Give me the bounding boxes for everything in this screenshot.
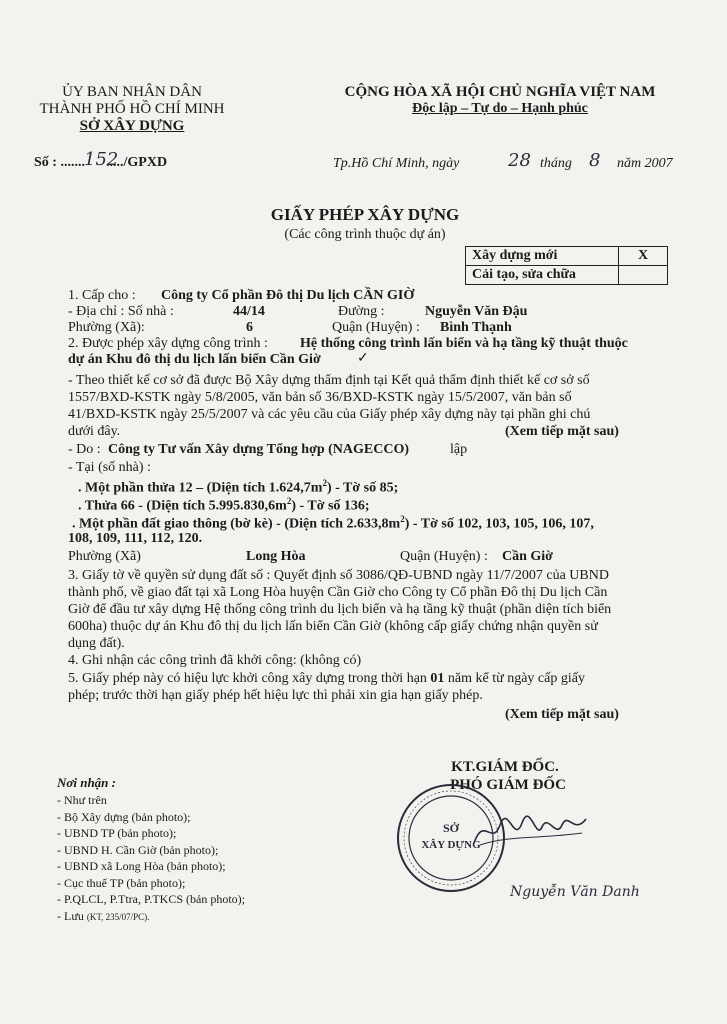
recipients-heading: Nơi nhận : bbox=[57, 775, 116, 790]
issue-month: 8 bbox=[589, 150, 601, 171]
location-label: - Tại (số nhà) : bbox=[68, 460, 151, 475]
validity-line2: phép; trước thời hạn giấy phép hết hiệu lực thì phải xin gia hạn giấy phép. bbox=[68, 688, 483, 703]
address-number: 44/14 bbox=[233, 304, 265, 319]
recipients-list bbox=[57, 792, 245, 925]
validity-years: 01 bbox=[430, 671, 445, 686]
row-renovation bbox=[466, 266, 668, 285]
national-title: CỘNG HÒA XÃ HỘI CHỦ NGHĨA VIỆT NAM bbox=[344, 84, 656, 100]
plot-2-sup: 2 bbox=[286, 496, 292, 506]
grantee-label: 1. Cấp cho : bbox=[68, 288, 136, 303]
see-back-note-2: (Xem tiếp mặt sau) bbox=[505, 707, 619, 722]
document-subtitle: (Các công trình thuộc dự án) bbox=[284, 227, 446, 242]
signer-name: Nguyễn Văn Danh bbox=[510, 884, 640, 900]
recipient-item: - Bộ Xây dựng (bản photo); bbox=[57, 809, 191, 824]
plot-1-text: . Một phần thửa 12 – (Diện tích 1.624,7m bbox=[78, 480, 323, 496]
project-value-line2: dự án Khu đô thị du lịch lấn biển Cần Giờ bbox=[68, 352, 321, 367]
district-label: Quận (Huyện) : bbox=[332, 320, 420, 335]
header-right bbox=[300, 84, 700, 117]
issue-day: 28 bbox=[508, 150, 531, 171]
validity-text-a: 5. Giấy phép này có hiệu lực khởi công xây dựng trong thời hạn bbox=[68, 671, 427, 686]
archive-note: (KT, 235/07/PC). bbox=[86, 911, 150, 922]
plot-3-text: . Một phần đất giao thông (bờ kè) - (Diện tích 2.633,8m bbox=[72, 516, 401, 532]
number-prefix: Số : ....... bbox=[34, 155, 85, 170]
street-value: Nguyễn Văn Đậu bbox=[425, 304, 528, 319]
plot-1-sheet: ) - Tờ số 85; bbox=[326, 480, 399, 496]
recipient-item: - UBND TP (bản photo); bbox=[57, 826, 177, 840]
signature-scribble bbox=[470, 805, 590, 855]
validity-line1 bbox=[68, 671, 585, 687]
new-construction-mark: X bbox=[619, 247, 668, 266]
row-new-construction bbox=[466, 247, 668, 266]
basis-line4: dưới đây. bbox=[68, 424, 121, 439]
permit-type-table bbox=[465, 246, 668, 285]
seal-text-top: SỞ bbox=[442, 821, 460, 835]
plot-2 bbox=[78, 496, 370, 515]
ward2-value: Long Hòa bbox=[246, 549, 306, 564]
month-label: tháng bbox=[540, 156, 572, 171]
ward-label: Phường (Xã): bbox=[68, 320, 145, 335]
issuer-city: THÀNH PHỐ HỒ CHÍ MINH bbox=[39, 101, 225, 117]
see-back-note-1: (Xem tiếp mặt sau) bbox=[505, 424, 619, 439]
renovation-mark bbox=[619, 266, 668, 285]
validity-text-b: năm kể từ ngày cấp giấy bbox=[447, 671, 585, 686]
recipient-item-archive bbox=[57, 908, 245, 926]
document-title: GIẤY PHÉP XÂY DỰNG bbox=[270, 205, 460, 224]
number-handwritten: 152 bbox=[84, 149, 119, 170]
plot-1-sup: 2 bbox=[322, 478, 327, 488]
district-value: Bình Thạnh bbox=[440, 320, 512, 335]
renovation-label: Cải tạo, sửa chữa bbox=[466, 266, 619, 285]
plot-3-sup: 2 bbox=[400, 514, 405, 524]
number-suffix: ...../GPXD bbox=[106, 155, 168, 170]
street-label: Đường : bbox=[338, 304, 385, 319]
district2-value: Cần Giờ bbox=[502, 549, 553, 564]
land-doc-line5: dụng đất). bbox=[68, 636, 125, 651]
ward2-label: Phường (Xã) bbox=[68, 549, 141, 564]
recipient-item: - Như trên bbox=[57, 793, 107, 807]
plot-3-sheets: ) - Tờ số 102, 103, 105, 106, 107, bbox=[404, 516, 594, 532]
check-mark: ✓ bbox=[357, 351, 369, 366]
designer-label: - Do : bbox=[68, 442, 101, 457]
basis-line2: 1557/BXD-KSTK ngày 5/8/2005, văn bản số 36/BXD-KSTK ngày 15/5/2007, văn bản số bbox=[68, 390, 572, 405]
signer-title: PHÓ GIÁM ĐỐC bbox=[450, 777, 566, 793]
designer-name: Công ty Tư vấn Xây dựng Tổng hợp (NAGECCO) bbox=[108, 442, 409, 457]
header-left bbox=[32, 84, 232, 135]
project-value-line1: Hệ thống công trình lấn biển và hạ tầng kỹ thuật thuộc bbox=[300, 336, 628, 351]
plot-2-sheet: ) - Tờ số 136; bbox=[291, 498, 370, 514]
recipient-item: - UBND xã Long Hòa (bản photo); bbox=[57, 859, 226, 873]
address-label: - Địa chỉ : Số nhà : bbox=[68, 304, 174, 319]
recipient-item: - UBND H. Cần Giờ (bản photo); bbox=[57, 842, 219, 857]
started-works-note: 4. Ghi nhận các công trình đã khởi công: (không có) bbox=[68, 653, 362, 668]
designer-suffix: lập bbox=[450, 442, 468, 457]
issue-place-label: Tp.Hồ Chí Minh, ngày bbox=[333, 156, 460, 171]
national-motto: Độc lập – Tự do – Hạnh phúc bbox=[412, 101, 588, 116]
issuer-committee: ỦY BAN NHÂN DÂN bbox=[62, 84, 202, 100]
issue-year: năm 2007 bbox=[617, 156, 673, 171]
grantee-name: Công ty Cổ phần Đô thị Du lịch CẦN GIỜ bbox=[161, 288, 415, 303]
signer-title-kt: KT.GIÁM ĐỐC. bbox=[451, 759, 559, 775]
land-doc-line2: thành phố, về giao đất tại xã Long Hòa huyện Cần Giờ cho Công ty Cổ phần Đô thị Du lịch Cần bbox=[68, 585, 608, 600]
issuer-department: SỞ XÂY DỰNG bbox=[79, 118, 185, 134]
land-doc-line3: Giờ để đầu tư xây dựng Hệ thống công trình du lịch biển và hạ tầng kỹ thuật (phần diện tích biển bbox=[68, 602, 612, 617]
basis-line1: - Theo thiết kế cơ sở đã được Bộ Xây dựng thẩm định tại Kết quả thẩm định thiết kế cơ sở số bbox=[68, 373, 590, 388]
plot-2-text: . Thửa 66 - (Diện tích 5.995.830,6m bbox=[78, 498, 287, 514]
district2-label: Quận (Huyện) : bbox=[400, 549, 488, 564]
new-construction-label: Xây dựng mới bbox=[466, 247, 619, 266]
plot-3 bbox=[72, 514, 594, 533]
archive-label: - Lưu bbox=[57, 908, 84, 923]
land-doc-line4: 600ha) thuộc dự án Khu đô thị du lịch lấn biển Cần Giờ (không cấp giấy chứng nhận quyền sử bbox=[68, 619, 598, 634]
project-label: 2. Được phép xây dựng công trình : bbox=[68, 336, 268, 351]
plot-1 bbox=[78, 478, 398, 497]
land-doc-line1: 3. Giấy tờ về quyền sử dụng đất số : Quyết định số 3086/QĐ-UBND ngày 11/7/2007 của UBND bbox=[68, 568, 609, 583]
seal-text-center: XÂY DỰNG bbox=[421, 839, 481, 851]
recipient-item: - Cục thuế TP (bản photo); bbox=[57, 875, 186, 890]
ward-value: 6 bbox=[246, 320, 253, 335]
plot-3-continued: 108, 109, 111, 112, 120. bbox=[68, 531, 203, 546]
basis-line3: 41/BXD-KSTK ngày 25/5/2007 và các yêu cầu của Giấy phép xây dựng này tại phần ghi chú bbox=[68, 407, 591, 422]
recipient-item: - P.QLCL, P.Ttra, P.TKCS (bản photo); bbox=[57, 892, 246, 906]
